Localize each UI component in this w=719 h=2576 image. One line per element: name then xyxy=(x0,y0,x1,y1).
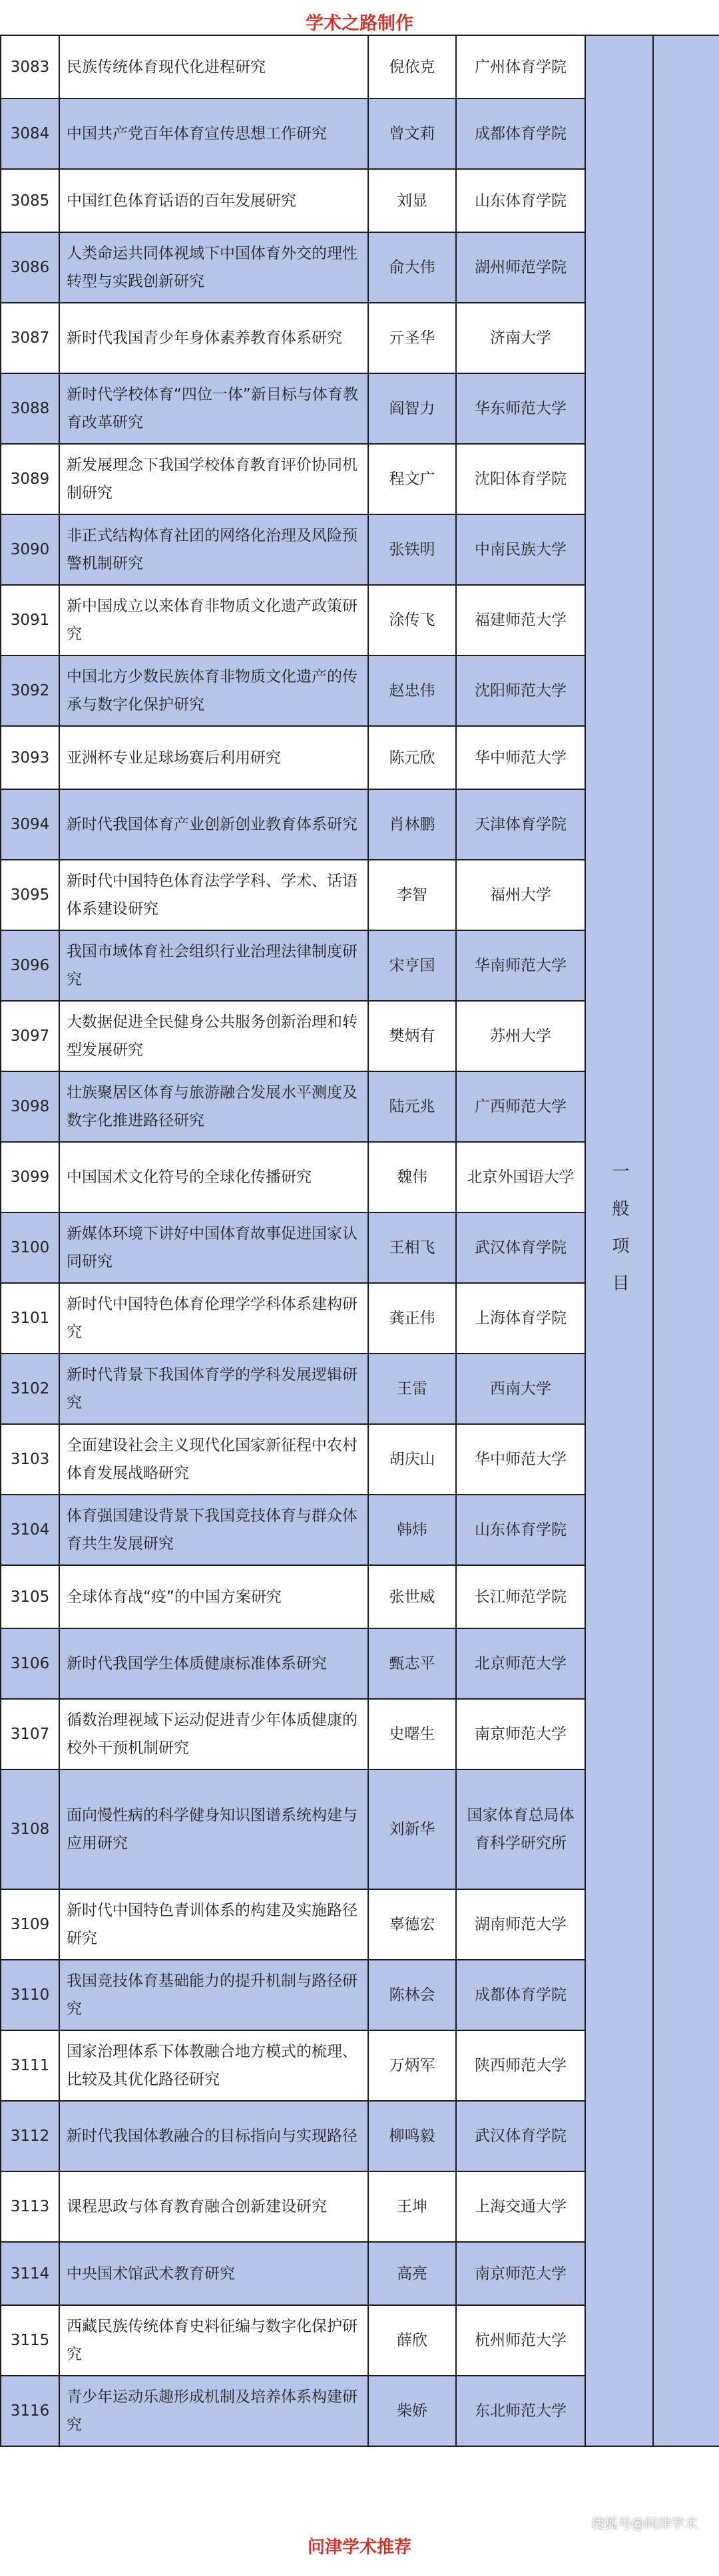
project-institution-cell: 湖南师范大学 xyxy=(456,1889,585,1960)
project-leader-cell: 高亮 xyxy=(368,2242,456,2305)
project-id-cell: 3103 xyxy=(1,1424,59,1495)
project-leader-cell: 张铁明 xyxy=(368,514,456,585)
project-institution-cell: 南京师范大学 xyxy=(456,1699,585,1769)
project-institution-cell: 广州体育学院 xyxy=(456,35,585,98)
project-institution-cell: 成都体育学院 xyxy=(456,98,585,169)
project-id-cell: 3088 xyxy=(1,373,59,444)
project-institution-cell: 上海交通大学 xyxy=(456,2171,585,2242)
category-label: 一般项目 xyxy=(609,1161,629,1311)
project-leader-cell: 倪依克 xyxy=(368,35,456,98)
project-id-cell: 3109 xyxy=(1,1889,59,1960)
project-leader-cell: 赵忠伟 xyxy=(368,655,456,726)
project-institution-cell: 天津体育学院 xyxy=(456,789,585,860)
project-institution-cell: 沈阳师范大学 xyxy=(456,655,585,726)
project-id-cell: 3084 xyxy=(1,98,59,169)
project-institution-cell: 南京师范大学 xyxy=(456,2242,585,2305)
project-title-cell: 新中国成立以来体育非物质文化遗产政策研究 xyxy=(59,585,368,655)
project-id-cell: 3099 xyxy=(1,1142,59,1212)
project-title-cell: 循数治理视域下运动促进青少年体质健康的校外干预机制研究 xyxy=(59,1699,368,1769)
project-id-cell: 3089 xyxy=(1,444,59,514)
project-title-cell: 新时代中国特色体育法学学科、学术、话语体系建设研究 xyxy=(59,860,368,930)
project-title-cell: 非正式结构体育社团的网络化治理及风险预警机制研究 xyxy=(59,514,368,585)
project-id-cell: 3094 xyxy=(1,789,59,860)
project-institution-cell: 华中师范大学 xyxy=(456,726,585,789)
project-title-cell: 中央国术馆武术教育研究 xyxy=(59,2242,368,2305)
project-table-body xyxy=(1,35,719,2446)
project-id-cell: 3091 xyxy=(1,585,59,655)
project-institution-cell: 沈阳体育学院 xyxy=(456,444,585,514)
project-title-cell: 西藏民族传统体育史料征编与数字化保护研究 xyxy=(59,2305,368,2376)
project-institution-cell: 杭州师范大学 xyxy=(456,2305,585,2376)
project-id-cell: 3112 xyxy=(1,2101,59,2171)
project-institution-cell: 华东师范大学 xyxy=(456,373,585,444)
project-institution-cell: 华中师范大学 xyxy=(456,1424,585,1495)
project-leader-cell: 陈林会 xyxy=(368,1960,456,2030)
project-id-cell: 3085 xyxy=(1,169,59,232)
project-institution-cell: 东北师范大学 xyxy=(456,2376,585,2446)
project-institution-cell: 中南民族大学 xyxy=(456,514,585,585)
project-institution-cell: 济南大学 xyxy=(456,303,585,373)
project-institution-cell: 北京外国语大学 xyxy=(456,1142,585,1212)
project-title-cell: 新时代中国特色青训体系的构建及实施路径研究 xyxy=(59,1889,368,1960)
project-id-cell: 3092 xyxy=(1,655,59,726)
project-institution-cell: 陕西师范大学 xyxy=(456,2030,585,2101)
project-leader-cell: 涂传飞 xyxy=(368,585,456,655)
project-institution-cell: 上海体育学院 xyxy=(456,1283,585,1354)
project-id-cell: 3114 xyxy=(1,2242,59,2305)
project-leader-cell: 阎智力 xyxy=(368,373,456,444)
project-title-cell: 人类命运共同体视域下中国体育外交的理性转型与实践创新研究 xyxy=(59,232,368,303)
project-leader-cell: 薛欣 xyxy=(368,2305,456,2376)
project-id-cell: 3086 xyxy=(1,232,59,303)
project-id-cell: 3113 xyxy=(1,2171,59,2242)
side-column-cell xyxy=(653,35,719,2446)
project-id-cell: 3087 xyxy=(1,303,59,373)
project-leader-cell: 程文广 xyxy=(368,444,456,514)
project-leader-cell: 王坤 xyxy=(368,2171,456,2242)
project-title-cell: 新发展理念下我国学校体育教育评价协同机制研究 xyxy=(59,444,368,514)
project-title-cell: 课程思政与体育教育融合创新建设研究 xyxy=(59,2171,368,2242)
project-title-cell: 我国竞技体育基础能力的提升机制与路径研究 xyxy=(59,1960,368,2030)
project-table xyxy=(0,35,719,2447)
project-id-cell: 3115 xyxy=(1,2305,59,2376)
project-institution-cell: 华南师范大学 xyxy=(456,930,585,1001)
page-title: 学术之路制作 xyxy=(306,13,413,34)
project-institution-cell: 山东体育学院 xyxy=(456,1495,585,1565)
table-row xyxy=(1,35,719,98)
project-title-cell: 大数据促进全民健身公共服务创新治理和转型发展研究 xyxy=(59,1001,368,1071)
project-table-wrap xyxy=(0,35,719,2447)
project-institution-cell: 长江师范学院 xyxy=(456,1565,585,1628)
project-title-cell: 新时代中国特色体育伦理学学科体系建构研究 xyxy=(59,1283,368,1354)
project-leader-cell: 王相飞 xyxy=(368,1212,456,1283)
project-leader-cell: 万炳军 xyxy=(368,2030,456,2101)
project-id-cell: 3111 xyxy=(1,2030,59,2101)
project-title-cell: 青少年运动乐趣形成机制及培养体系构建研究 xyxy=(59,2376,368,2446)
watermark: 搜狐号@问津学术 xyxy=(591,2515,698,2531)
project-title-cell: 中国共产党百年体育宣传思想工作研究 xyxy=(59,98,368,169)
project-leader-cell: 陆元兆 xyxy=(368,1071,456,1142)
project-title-cell: 中国国术文化符号的全球化传播研究 xyxy=(59,1142,368,1212)
project-leader-cell: 柴娇 xyxy=(368,2376,456,2446)
project-id-cell: 3102 xyxy=(1,1354,59,1424)
project-id-cell: 3090 xyxy=(1,514,59,585)
project-title-cell: 新时代我国体教融合的目标指向与实现路径 xyxy=(59,2101,368,2171)
project-institution-cell: 湖州师范学院 xyxy=(456,232,585,303)
project-id-cell: 3098 xyxy=(1,1071,59,1142)
project-institution-cell: 广西师范大学 xyxy=(456,1071,585,1142)
project-leader-cell: 亓圣华 xyxy=(368,303,456,373)
project-leader-cell: 刘新华 xyxy=(368,1769,456,1889)
project-id-cell: 3095 xyxy=(1,860,59,930)
project-id-cell: 3083 xyxy=(1,35,59,98)
project-leader-cell: 李智 xyxy=(368,860,456,930)
project-id-cell: 3104 xyxy=(1,1495,59,1565)
project-title-cell: 全面建设社会主义现代化国家新征程中农村体育发展战略研究 xyxy=(59,1424,368,1495)
category-cell xyxy=(585,35,653,2446)
project-leader-cell: 龚正伟 xyxy=(368,1283,456,1354)
project-title-cell: 国家治理体系下体教融合地方模式的梳理、比较及其优化路径研究 xyxy=(59,2030,368,2101)
project-title-cell: 新时代学校体育“四位一体”新目标与体育教育改革研究 xyxy=(59,373,368,444)
project-leader-cell: 胡庆山 xyxy=(368,1424,456,1495)
project-leader-cell: 魏伟 xyxy=(368,1142,456,1212)
project-leader-cell: 王雷 xyxy=(368,1354,456,1424)
project-id-cell: 3096 xyxy=(1,930,59,1001)
project-leader-cell: 韩炜 xyxy=(368,1495,456,1565)
project-id-cell: 3110 xyxy=(1,1960,59,2030)
project-leader-cell: 甄志平 xyxy=(368,1628,456,1699)
project-institution-cell: 北京师范大学 xyxy=(456,1628,585,1699)
project-institution-cell: 武汉体育学院 xyxy=(456,2101,585,2171)
project-id-cell: 3108 xyxy=(1,1769,59,1889)
project-institution-cell: 福建师范大学 xyxy=(456,585,585,655)
project-title-cell: 中国红色体育话语的百年发展研究 xyxy=(59,169,368,232)
project-id-cell: 3093 xyxy=(1,726,59,789)
project-id-cell: 3105 xyxy=(1,1565,59,1628)
project-leader-cell: 张世威 xyxy=(368,1565,456,1628)
project-id-cell: 3101 xyxy=(1,1283,59,1354)
project-id-cell: 3100 xyxy=(1,1212,59,1283)
project-title-cell: 新时代背景下我国体育学的学科发展逻辑研究 xyxy=(59,1354,368,1424)
project-id-cell: 3097 xyxy=(1,1001,59,1071)
project-institution-cell: 西南大学 xyxy=(456,1354,585,1424)
footer-title: 问津学术推荐 xyxy=(307,2537,411,2557)
project-leader-cell: 陈元欣 xyxy=(368,726,456,789)
project-title-cell: 新时代我国学生体质健康标准体系研究 xyxy=(59,1628,368,1699)
project-title-cell: 壮族聚居区体育与旅游融合发展水平测度及数字化推进路径研究 xyxy=(59,1071,368,1142)
project-title-cell: 亚洲杯专业足球场赛后利用研究 xyxy=(59,726,368,789)
project-leader-cell: 曾文莉 xyxy=(368,98,456,169)
project-title-cell: 中国北方少数民族体育非物质文化遗产的传承与数字化保护研究 xyxy=(59,655,368,726)
project-id-cell: 3106 xyxy=(1,1628,59,1699)
project-title-cell: 体育强国建设背景下我国竞技体育与群众体育共生发展研究 xyxy=(59,1495,368,1565)
project-leader-cell: 刘显 xyxy=(368,169,456,232)
project-leader-cell: 宋亨国 xyxy=(368,930,456,1001)
project-institution-cell: 国家体育总局体育科学研究所 xyxy=(456,1769,585,1889)
project-institution-cell: 武汉体育学院 xyxy=(456,1212,585,1283)
project-leader-cell: 柳鸣毅 xyxy=(368,2101,456,2171)
project-institution-cell: 山东体育学院 xyxy=(456,169,585,232)
project-id-cell: 3107 xyxy=(1,1699,59,1769)
project-leader-cell: 俞大伟 xyxy=(368,232,456,303)
project-title-cell: 新时代我国体育产业创新创业教育体系研究 xyxy=(59,789,368,860)
project-leader-cell: 辜德宏 xyxy=(368,1889,456,1960)
project-leader-cell: 史曙生 xyxy=(368,1699,456,1769)
project-leader-cell: 肖林鹏 xyxy=(368,789,456,860)
project-institution-cell: 福州大学 xyxy=(456,860,585,930)
project-title-cell: 面向慢性病的科学健身知识图谱系统构建与应用研究 xyxy=(59,1769,368,1889)
project-leader-cell: 樊炳有 xyxy=(368,1001,456,1071)
project-institution-cell: 成都体育学院 xyxy=(456,1960,585,2030)
project-title-cell: 新媒体环境下讲好中国体育故事促进国家认同研究 xyxy=(59,1212,368,1283)
project-title-cell: 全球体育战“疫”的中国方案研究 xyxy=(59,1565,368,1628)
project-id-cell: 3116 xyxy=(1,2376,59,2446)
project-title-cell: 我国市域体育社会组织行业治理法律制度研究 xyxy=(59,930,368,1001)
project-title-cell: 民族传统体育现代化进程研究 xyxy=(59,35,368,98)
project-institution-cell: 苏州大学 xyxy=(456,1001,585,1071)
project-title-cell: 新时代我国青少年身体素养教育体系研究 xyxy=(59,303,368,373)
